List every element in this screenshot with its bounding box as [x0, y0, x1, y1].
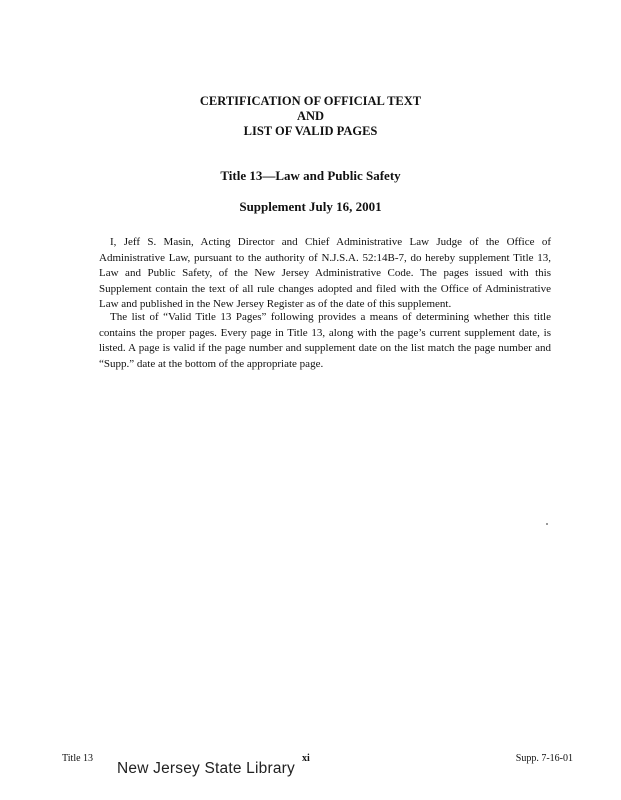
supplement-date-heading: Supplement July 16, 2001 [239, 199, 382, 214]
paragraph-1-text: I, Jeff S. Masin, Acting Director and Chief Administrative Law Judge of the Office of Administrative Law, pursuant to the authority of N.J.S.A. 52:14B-7, do hereby supplement Title 13, Law and Public Safety, of the New Jersey Administrative Code. The pages issued with this Supplement contain the text of all rule changes adopted and filed with the Office of Administrative Law and published in the New Jersey Register as of the date of this supplement. [99, 236, 551, 310]
heading-line-3: LIST OF VALID PAGES [243, 124, 378, 138]
scan-speck [546, 523, 548, 525]
certification-paragraph [99, 235, 551, 313]
footer-title: Title 13 [62, 753, 94, 764]
paragraph-2-text: The list of “Valid Title 13 Pages” following provides a means of determining whether this title contains the proper pages. Every page in Title 13, along with the page’s current supplement date, is listed. A page is valid if the page number and supplement date on the list match the page number and “Supp.” date at the bottom of the appropriate page. [99, 311, 551, 370]
footer-page-number: xi [302, 753, 310, 764]
library-stamp: New Jersey State Library [117, 760, 295, 777]
heading-line-1: CERTIFICATION OF OFFICIAL TEXT [199, 94, 422, 108]
heading-line-2: AND [296, 109, 325, 123]
certification-heading [0, 94, 621, 139]
title-heading: Title 13—Law and Public Safety [220, 168, 401, 183]
footer-supplement-date: Supp. 7-16-01 [515, 753, 573, 764]
valid-pages-paragraph [99, 310, 551, 372]
